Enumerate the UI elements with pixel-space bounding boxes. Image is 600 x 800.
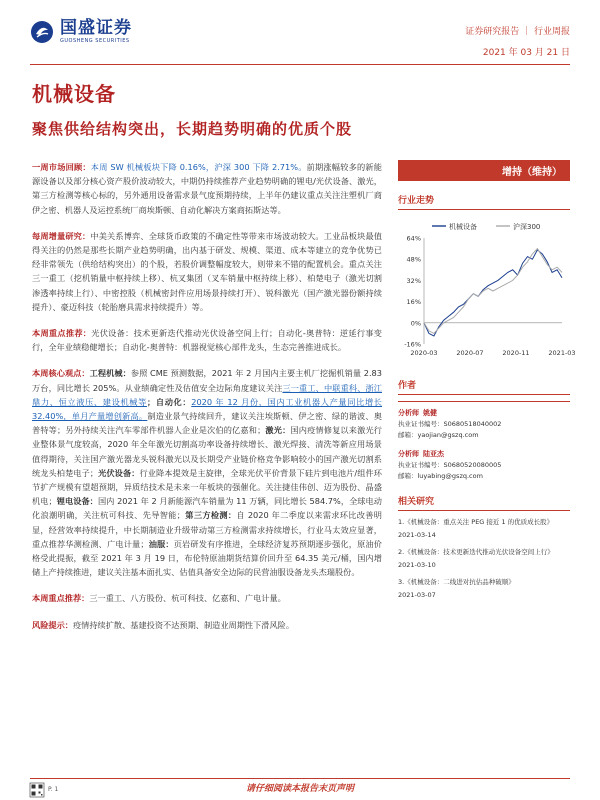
y-tick-label: 64% [406, 234, 421, 243]
logo-mark-icon [30, 20, 54, 44]
page-title: 机械设备 [32, 82, 116, 106]
related-item[interactable] [398, 577, 570, 601]
related-item-date: 2021-03-10 [398, 561, 436, 569]
logo-en: GUOSHENG SECURITIES [60, 38, 130, 44]
page-number: P. 1 [48, 786, 59, 793]
core-view-text: 制造业景气持续回升，建议关注埃斯顿、伊之密、绿的谐波、奥普特等；另外持续关注汽车零部件机器人企业是次伯的亿嘉和； [32, 411, 382, 436]
core-view-text: 页岩研发有序推进，全球经济复苏预期逐步强化，原油价格受此提振，截至 2021 年 3 月 19 日，布伦特原油期货结算价回升至 64.35 美元/桶，国内增储上产持续推进，建议关注基本面扎实、估值具备安全边际的民营油服设备龙头杰瑞股份。 [32, 538, 382, 578]
core-view-keyword: ；自动化： [147, 396, 192, 407]
core-view-keyword: 油服： [148, 538, 174, 549]
core-view-text: 国内疫情修复以来激光行业整体景气度较高，2020 年全年激光切割高功率设备持续增长、激光焊接、清洗等新应用场景值得期待，关注国产激光器龙头锐科激光以及长期受产业链价格竞争影响较小的国产激光切割系统龙头柏楚电子； [32, 425, 382, 478]
footer-note: 请仔细阅读本报告末页声明 [245, 784, 354, 794]
key-recommend-text: 光伏设备：技术更新迭代推动光伏设备空间上行；自动化-奥普特：逆延行事变行，全年业绩稳健增长；自动化-奥普特：机器视觉核心部件龙头，生态完善推进成长。 [32, 328, 382, 353]
trend-chart-svg [398, 216, 576, 366]
x-tick-label: 2020-07 [456, 349, 484, 357]
legend-label: 沪深300 [513, 223, 541, 231]
key-recommend-paragraph [32, 326, 382, 354]
related-item-date: 2021-03-07 [398, 591, 436, 599]
core-view-paragraph [32, 366, 382, 579]
weekly-research-text: 中美关系博弈、全球货币政策的不确定性等带来市场波动较大。工业品板块最值得关注的仍然是那些长期产业趋势明确，出内基于研发、规模、渠道、成本等建立的竞争优势已经非常领先（供给结构突出）的个股，若股价调整幅度较大，则带来不错的配置机会。重点关注三一重工（挖机销量中枢持续上移）、杭叉集团（叉车销量中枢持续上移）、柏楚电子（激光切割渗透率持续上行）、中密控股（机械密封件应用场景持续打开）、锐科激光（国产激光器份额持续提升）、豪迈科技（轮胎磨具需求持续提升）等。 [32, 230, 382, 312]
focus-stocks-text: 三一重工、八方股份、杭可科技、亿嘉和、广电计量。 [89, 593, 286, 604]
market-review-label: 一周市场回顾： [32, 162, 91, 172]
market-review-highlight: 本周 SW 机械板块下降 0.16%，沪深 300 下降 2.71%。 [90, 162, 307, 172]
core-view-keyword: 锂电设备： [56, 496, 98, 507]
legend-label: 机械设备 [449, 223, 477, 231]
core-view-keyword: 第三方检测： [184, 510, 237, 521]
y-tick-label: -16% [404, 340, 421, 349]
core-view-keyword: 光伏设备： [98, 467, 140, 478]
core-view-text: 自 2020 年二季度以来需求环比改善明显，经营效率持续提升，中长期制造业升级带动第三方检测需求持续增长，行业马太效应显著，重点推荐华测检测、广电计量； [32, 510, 382, 549]
y-tick-label: 48% [406, 255, 421, 264]
core-view-text: 参照 CME 预测数据，2021 年 2 月国内主要主机厂挖掘机销量 2.83 万台，同比增长 205%。从业绩确定性及估值安全边际角度建议关注 [32, 368, 382, 393]
risk-paragraph [32, 618, 382, 632]
related-section-title: 相关研究 [398, 494, 570, 511]
sidebar [398, 160, 576, 601]
footer-divider [30, 778, 570, 779]
logo-cn: 国盛证券 [60, 18, 132, 38]
market-review-paragraph [32, 160, 382, 217]
report-type: 证券研究报告 ｜ 行业周报 [465, 27, 570, 37]
page-subtitle: 聚焦供给结构突出，长期趋势明确的优质个股 [32, 120, 353, 138]
related-item-title[interactable]: 1.《机械设备：重点关注 PEG 接近 1 的优质成长股》 [398, 518, 554, 526]
x-tick-label: 2021-03 [548, 349, 576, 357]
related-list [398, 517, 570, 601]
analyst-section-title: 作者 [398, 378, 570, 395]
page-header [30, 18, 570, 62]
analyst-role: 分析师 [398, 450, 419, 458]
related-item-date: 2021-03-14 [398, 531, 436, 539]
focus-stocks-paragraph [32, 591, 382, 605]
analyst-cert: 执业证书编号：S0680518040002 [398, 420, 502, 428]
core-view-text: 行业降本提效是主旋律，全球光伏平价背景下硅片到电池片/组件环节扩产规模有望超预期，异质结技术是未来一年板块的强催化。关注捷佳伟创、迈为股份、晶盛机电； [32, 467, 382, 507]
related-item[interactable] [398, 517, 570, 541]
analyst-entry [398, 408, 570, 441]
core-view-keyword: 工程机械： [89, 368, 131, 379]
key-recommend-label: 本周重点推荐： [32, 328, 92, 339]
analyst-name: 陆亚杰 [423, 450, 444, 458]
company-logo [30, 20, 132, 44]
main-content [32, 160, 382, 644]
market-review-text: 前期涨幅较多的新能源设备以及部分核心资产股价波动较大，中期仍持续推荐产业趋势明确的锂电/光伏设备、激光，第三方检测等核心标的，另外通用设备需求景气度预期持续，上半年仍建议重点关注注塑机厂商伊之密、机器人及运控系统厂商埃斯顿、自动化解决方案商拓斯达等。 [32, 162, 382, 215]
x-tick-label: 2020-03 [410, 349, 438, 357]
analyst-email[interactable]: 邮箱：yaojian@gszq.com [398, 431, 479, 439]
related-item-title[interactable]: 2.《机械设备：技术更新迭代推动光伏设备空间上行》 [398, 548, 554, 556]
weekly-research-label: 每周增量研究： [32, 230, 91, 241]
related-item-title[interactable]: 3.《机械设备：二线进对抗估品种破顺》 [398, 578, 515, 586]
analyst-name: 姚健 [423, 409, 437, 417]
focus-stocks-label: 本周重点推荐： [32, 593, 90, 604]
report-date: 2021 年 03 月 21 日 [482, 48, 570, 58]
y-tick-label: 16% [406, 298, 421, 307]
trend-section-title: 行业走势 [398, 193, 570, 210]
risk-text: 疫情持续扩散、基建投资不达预期、制造业周期性下滑风险。 [72, 619, 295, 630]
x-tick-label: 2020-11 [502, 349, 530, 357]
header-divider [30, 64, 570, 65]
core-view-text: 国内 2021 年 2 月新能源汽车销量为 11 万辆，同比增长 584.7%，全球电动化浪潮明确，关注杭可科技、先导智能； [32, 496, 382, 521]
core-view-keyword: 激光： [265, 425, 291, 436]
analyst-email[interactable]: 邮箱：luyabing@gszq.com [398, 472, 483, 480]
weekly-research-paragraph [32, 229, 382, 314]
analyst-role: 分析师 [398, 409, 419, 417]
analyst-cert: 执业证书编号：S0680520080005 [398, 461, 502, 469]
rating-badge: 增持（维持） [398, 160, 570, 181]
related-item[interactable] [398, 547, 570, 571]
core-view-label: 本周核心观点： [32, 368, 90, 379]
core-view-highlight: 三一重工、中联重科、浙江鼎力、恒立液压、建设机械等 [32, 382, 382, 407]
core-view-highlight: 2020 年 12 月份，国内工业机器人产量同比增长 32.40%，单月产量增创新高。 [32, 396, 382, 422]
analyst-entry [398, 449, 570, 482]
y-tick-label: 0% [410, 319, 421, 328]
trend-chart [398, 216, 576, 366]
series-line-沪深300 [424, 249, 562, 334]
analyst-list [398, 401, 570, 482]
risk-label: 风险提示： [32, 619, 73, 630]
y-tick-label: 32% [406, 276, 421, 285]
